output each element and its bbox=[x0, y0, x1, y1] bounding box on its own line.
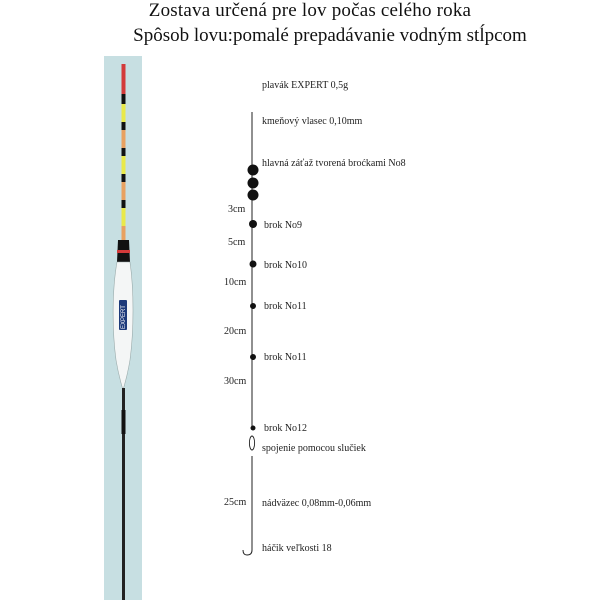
label-float: plavák EXPERT 0,5g bbox=[262, 80, 349, 91]
title-line-1: Zostava určená pre lov počas celého roka bbox=[148, 0, 472, 21]
bulk-shot-2 bbox=[248, 178, 259, 189]
distance-25cm: 25cm bbox=[224, 497, 247, 508]
shot-no9 bbox=[249, 220, 257, 228]
float-antenna bbox=[122, 64, 126, 240]
label-hooklink: nádväzec 0,08mm-0,06mm bbox=[262, 498, 372, 509]
label-shot-no11-b: brok No11 bbox=[264, 352, 307, 363]
label-hook: háčik veľkosti 18 bbox=[262, 543, 332, 554]
shot-no11-a bbox=[250, 303, 256, 309]
shot-no12 bbox=[251, 426, 256, 431]
label-shot-no11-a: brok No11 bbox=[264, 301, 307, 312]
bulk-shot-3 bbox=[248, 190, 259, 201]
label-shot-no12: brok No12 bbox=[264, 423, 308, 434]
label-shot-no10: brok No10 bbox=[264, 260, 308, 271]
bulk-shot-1 bbox=[248, 165, 259, 176]
label-mainline: kmeňový vlasec 0,10mm bbox=[262, 116, 363, 127]
distance-3cm: 3cm bbox=[228, 204, 246, 215]
shot-no11-b bbox=[250, 354, 256, 360]
label-shot-no9: brok No9 bbox=[264, 220, 303, 231]
distance-5cm: 5cm bbox=[228, 237, 246, 248]
distance-20cm: 20cm bbox=[224, 326, 247, 337]
title-line-2: Spôsob lovu:pomalé prepadávanie vodným stĺpcom bbox=[133, 25, 527, 46]
loop-connection-icon bbox=[249, 436, 254, 450]
distance-10cm: 10cm bbox=[224, 277, 247, 288]
svg-text:EXPERT: EXPERT bbox=[121, 305, 127, 329]
label-loop: spojenie pomocou slučiek bbox=[262, 443, 366, 454]
shot-no10 bbox=[250, 261, 257, 268]
float-brand-logo bbox=[119, 300, 127, 330]
hook-icon bbox=[243, 540, 252, 555]
label-bulk: hlavná záťaž tvorená broćkami No8 bbox=[262, 158, 406, 169]
distance-30cm: 30cm bbox=[224, 376, 247, 387]
